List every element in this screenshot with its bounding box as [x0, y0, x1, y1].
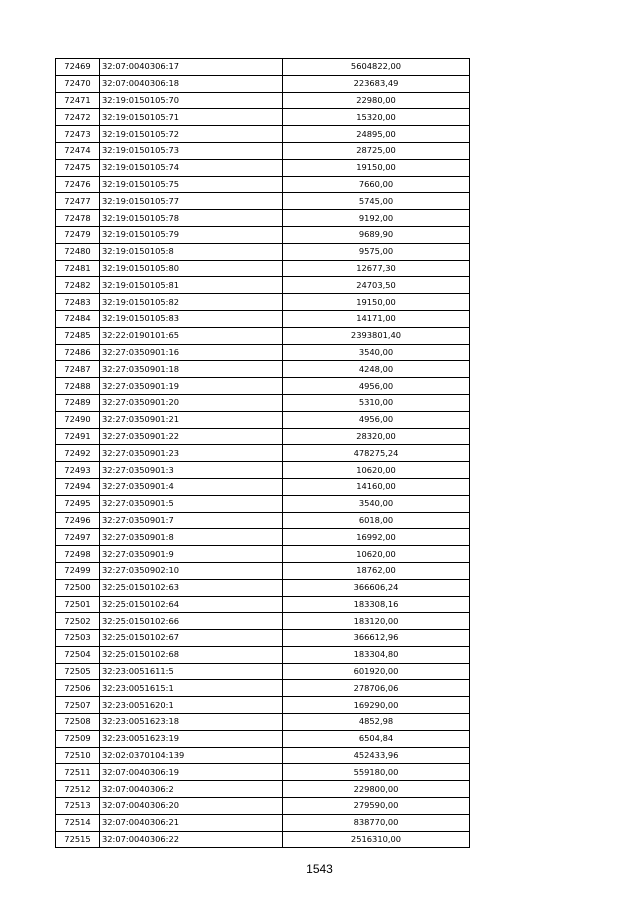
value-cell: 10620,00: [283, 462, 470, 479]
cadastral-number-cell: 32:27:0350901:4: [100, 478, 283, 495]
table-row: [56, 243, 470, 260]
value-cell: 15320,00: [283, 109, 470, 126]
row-number-cell: 72494: [56, 478, 100, 495]
row-number-cell: 72487: [56, 361, 100, 378]
cadastral-number-cell: 32:19:0150105:83: [100, 310, 283, 327]
table-row: [56, 294, 470, 311]
value-cell: 16992,00: [283, 529, 470, 546]
row-number-cell: 72486: [56, 344, 100, 361]
value-cell: 223683,49: [283, 75, 470, 92]
value-cell: 19150,00: [283, 294, 470, 311]
table-row: [56, 226, 470, 243]
table-row: [56, 814, 470, 831]
cadastral-number-cell: 32:19:0150105:75: [100, 176, 283, 193]
table-row: [56, 764, 470, 781]
table-row: [56, 75, 470, 92]
table-row: [56, 344, 470, 361]
table-row: [56, 831, 470, 848]
value-cell: 19150,00: [283, 159, 470, 176]
row-number-cell: 72503: [56, 630, 100, 647]
cadastral-number-cell: 32:25:0150102:67: [100, 630, 283, 647]
value-cell: 183308,16: [283, 596, 470, 613]
table-row: [56, 445, 470, 462]
cadastral-number-cell: 32:27:0350902:10: [100, 562, 283, 579]
value-cell: 452433,96: [283, 747, 470, 764]
value-cell: 24895,00: [283, 126, 470, 143]
table-row: [56, 630, 470, 647]
row-number-cell: 72510: [56, 747, 100, 764]
row-number-cell: 72478: [56, 210, 100, 227]
table-row: [56, 680, 470, 697]
cadastral-number-cell: 32:19:0150105:71: [100, 109, 283, 126]
cadastral-number-cell: 32:19:0150105:8: [100, 243, 283, 260]
row-number-cell: 72472: [56, 109, 100, 126]
row-number-cell: 72473: [56, 126, 100, 143]
row-number-cell: 72497: [56, 529, 100, 546]
cadastral-number-cell: 32:19:0150105:74: [100, 159, 283, 176]
row-number-cell: 72495: [56, 495, 100, 512]
value-cell: 10620,00: [283, 546, 470, 563]
value-cell: 7660,00: [283, 176, 470, 193]
row-number-cell: 72501: [56, 596, 100, 613]
row-number-cell: 72512: [56, 781, 100, 798]
table-row: [56, 596, 470, 613]
table-row: [56, 781, 470, 798]
row-number-cell: 72484: [56, 310, 100, 327]
table-row: [56, 512, 470, 529]
value-cell: 4852,98: [283, 714, 470, 731]
cadastral-number-cell: 32:19:0150105:81: [100, 277, 283, 294]
value-cell: 366612,96: [283, 630, 470, 647]
table-row: [56, 747, 470, 764]
cadastral-number-cell: 32:19:0150105:79: [100, 226, 283, 243]
row-number-cell: 72483: [56, 294, 100, 311]
value-cell: 278706,06: [283, 680, 470, 697]
cadastral-number-cell: 32:19:0150105:70: [100, 92, 283, 109]
value-cell: 183304,80: [283, 646, 470, 663]
cadastral-number-cell: 32:02:0370104:139: [100, 747, 283, 764]
cadastral-number-cell: 32:19:0150105:72: [100, 126, 283, 143]
cadastral-number-cell: 32:25:0150102:68: [100, 646, 283, 663]
cadastral-number-cell: 32:07:0040306:21: [100, 814, 283, 831]
cadastral-number-cell: 32:19:0150105:78: [100, 210, 283, 227]
row-number-cell: 72496: [56, 512, 100, 529]
cadastral-number-cell: 32:25:0150102:66: [100, 613, 283, 630]
cadastral-number-cell: 32:23:0051611:5: [100, 663, 283, 680]
value-cell: 4956,00: [283, 378, 470, 395]
table-row: [56, 613, 470, 630]
cadastral-number-cell: 32:07:0040306:20: [100, 798, 283, 815]
row-number-cell: 72477: [56, 193, 100, 210]
value-cell: 14171,00: [283, 310, 470, 327]
table-row: [56, 562, 470, 579]
value-cell: 838770,00: [283, 814, 470, 831]
cadastral-number-cell: 32:27:0350901:19: [100, 378, 283, 395]
value-cell: 5745,00: [283, 193, 470, 210]
row-number-cell: 72471: [56, 92, 100, 109]
row-number-cell: 72515: [56, 831, 100, 848]
cadastral-number-cell: 32:19:0150105:82: [100, 294, 283, 311]
value-cell: 5310,00: [283, 394, 470, 411]
cadastral-number-cell: 32:27:0350901:23: [100, 445, 283, 462]
table-row: [56, 411, 470, 428]
value-cell: 4248,00: [283, 361, 470, 378]
table-row: [56, 126, 470, 143]
value-cell: 9192,00: [283, 210, 470, 227]
value-cell: 169290,00: [283, 697, 470, 714]
cadastral-number-cell: 32:27:0350901:20: [100, 394, 283, 411]
value-cell: 559180,00: [283, 764, 470, 781]
row-number-cell: 72485: [56, 327, 100, 344]
row-number-cell: 72480: [56, 243, 100, 260]
value-cell: 6018,00: [283, 512, 470, 529]
cadastral-number-cell: 32:22:0190101:65: [100, 327, 283, 344]
row-number-cell: 72488: [56, 378, 100, 395]
value-cell: 24703,50: [283, 277, 470, 294]
table-row: [56, 714, 470, 731]
value-cell: 366606,24: [283, 579, 470, 596]
table-row: [56, 361, 470, 378]
value-cell: 5604822,00: [283, 59, 470, 76]
table-row: [56, 327, 470, 344]
value-cell: 18762,00: [283, 562, 470, 579]
row-number-cell: 72506: [56, 680, 100, 697]
row-number-cell: 72470: [56, 75, 100, 92]
table-row: [56, 310, 470, 327]
value-cell: 3540,00: [283, 495, 470, 512]
table-row: [56, 277, 470, 294]
cadastral-number-cell: 32:27:0350901:16: [100, 344, 283, 361]
cadastral-number-cell: 32:07:0040306:2: [100, 781, 283, 798]
value-cell: 2516310,00: [283, 831, 470, 848]
value-cell: 12677,30: [283, 260, 470, 277]
row-number-cell: 72500: [56, 579, 100, 596]
row-number-cell: 72469: [56, 59, 100, 76]
cadastral-number-cell: 32:07:0040306:22: [100, 831, 283, 848]
row-number-cell: 72479: [56, 226, 100, 243]
value-cell: 229800,00: [283, 781, 470, 798]
table-row: [56, 462, 470, 479]
cadastral-number-cell: 32:23:0051623:18: [100, 714, 283, 731]
row-number-cell: 72491: [56, 428, 100, 445]
table-row: [56, 546, 470, 563]
cadastral-number-cell: 32:27:0350901:18: [100, 361, 283, 378]
cadastral-number-cell: 32:27:0350901:22: [100, 428, 283, 445]
value-cell: 601920,00: [283, 663, 470, 680]
value-cell: 14160,00: [283, 478, 470, 495]
cadastral-number-cell: 32:07:0040306:17: [100, 59, 283, 76]
value-cell: 2393801,40: [283, 327, 470, 344]
value-cell: 22980,00: [283, 92, 470, 109]
row-number-cell: 72502: [56, 613, 100, 630]
cadastral-number-cell: 32:27:0350901:5: [100, 495, 283, 512]
cadastral-number-cell: 32:23:0051623:19: [100, 730, 283, 747]
table-row: [56, 109, 470, 126]
value-cell: 28320,00: [283, 428, 470, 445]
row-number-cell: 72511: [56, 764, 100, 781]
cadastral-value-table: [55, 58, 470, 848]
page-number: 1543: [306, 862, 333, 876]
table-body: [56, 59, 470, 848]
table-row: [56, 210, 470, 227]
row-number-cell: 72481: [56, 260, 100, 277]
table-row: [56, 428, 470, 445]
value-cell: 6504,84: [283, 730, 470, 747]
cadastral-number-cell: 32:27:0350901:21: [100, 411, 283, 428]
value-cell: 183120,00: [283, 613, 470, 630]
table-row: [56, 92, 470, 109]
cadastral-number-cell: 32:27:0350901:9: [100, 546, 283, 563]
table-row: [56, 260, 470, 277]
row-number-cell: 72513: [56, 798, 100, 815]
cadastral-number-cell: 32:07:0040306:19: [100, 764, 283, 781]
cadastral-number-cell: 32:19:0150105:80: [100, 260, 283, 277]
cadastral-number-cell: 32:23:0051620:1: [100, 697, 283, 714]
cadastral-number-cell: 32:19:0150105:77: [100, 193, 283, 210]
row-number-cell: 72482: [56, 277, 100, 294]
cadastral-number-cell: 32:25:0150102:63: [100, 579, 283, 596]
table-row: [56, 730, 470, 747]
value-cell: 28725,00: [283, 142, 470, 159]
row-number-cell: 72489: [56, 394, 100, 411]
value-cell: 279590,00: [283, 798, 470, 815]
row-number-cell: 72514: [56, 814, 100, 831]
value-cell: 9575,00: [283, 243, 470, 260]
table-row: [56, 394, 470, 411]
cadastral-number-cell: 32:19:0150105:73: [100, 142, 283, 159]
row-number-cell: 72507: [56, 697, 100, 714]
cadastral-number-cell: 32:23:0051615:1: [100, 680, 283, 697]
cadastral-number-cell: 32:25:0150102:64: [100, 596, 283, 613]
row-number-cell: 72499: [56, 562, 100, 579]
row-number-cell: 72476: [56, 176, 100, 193]
row-number-cell: 72508: [56, 714, 100, 731]
row-number-cell: 72498: [56, 546, 100, 563]
cadastral-number-cell: 32:27:0350901:3: [100, 462, 283, 479]
cadastral-number-cell: 32:27:0350901:7: [100, 512, 283, 529]
row-number-cell: 72509: [56, 730, 100, 747]
row-number-cell: 72474: [56, 142, 100, 159]
table-row: [56, 176, 470, 193]
value-cell: 478275,24: [283, 445, 470, 462]
table-row: [56, 159, 470, 176]
cadastral-number-cell: 32:27:0350901:8: [100, 529, 283, 546]
row-number-cell: 72505: [56, 663, 100, 680]
row-number-cell: 72504: [56, 646, 100, 663]
table-row: [56, 378, 470, 395]
table-row: [56, 495, 470, 512]
table-row: [56, 663, 470, 680]
table-row: [56, 579, 470, 596]
table-row: [56, 142, 470, 159]
table-row: [56, 59, 470, 76]
value-cell: 9689,90: [283, 226, 470, 243]
table-row: [56, 798, 470, 815]
value-cell: 4956,00: [283, 411, 470, 428]
table-row: [56, 193, 470, 210]
table-row: [56, 478, 470, 495]
cadastral-number-cell: 32:07:0040306:18: [100, 75, 283, 92]
row-number-cell: 72490: [56, 411, 100, 428]
table-row: [56, 646, 470, 663]
table-row: [56, 697, 470, 714]
row-number-cell: 72492: [56, 445, 100, 462]
value-cell: 3540,00: [283, 344, 470, 361]
row-number-cell: 72475: [56, 159, 100, 176]
table-row: [56, 529, 470, 546]
row-number-cell: 72493: [56, 462, 100, 479]
